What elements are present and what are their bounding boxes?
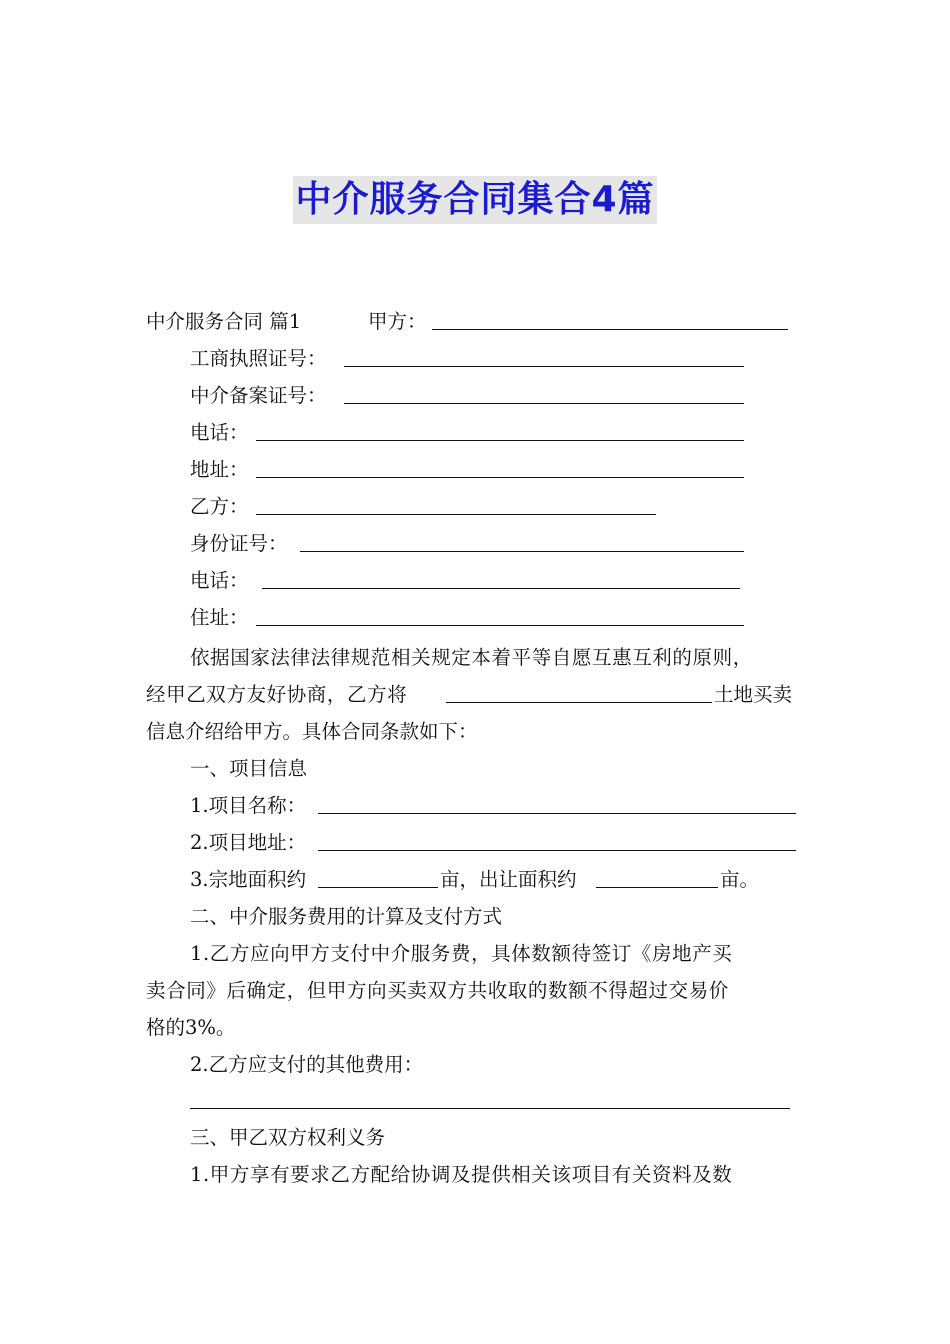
business-license-label: 工商执照证号：	[190, 347, 327, 370]
agency-record-label: 中介备案证号：	[190, 384, 327, 407]
id-number-label: 身份证号：	[190, 532, 288, 555]
transfer-area-blank[interactable]	[596, 887, 718, 888]
intro-text-1: 依据国家法律法律规范相关规定本着平等自愿互惠互利的原则，	[190, 646, 753, 669]
project-address-blank[interactable]	[318, 850, 796, 851]
fee-text-2: 卖合同》后确定，但甲方向买卖双方共收取的数额不得超过交易价	[146, 979, 729, 1002]
fee-text-1: 1.乙方应向甲方支付中介服务费，具体数额待签订《房地产买	[190, 942, 733, 965]
project-name-blank[interactable]	[318, 813, 796, 814]
section-1-label: 中介服务合同 篇1	[146, 310, 302, 333]
land-area-blank[interactable]	[318, 887, 438, 888]
intro-text-2-pre: 经甲乙双方友好协商，乙方将	[146, 683, 408, 706]
project-address-label: 2.项目地址：	[190, 831, 307, 854]
other-fees-blank[interactable]	[190, 1108, 790, 1109]
party-b-blank[interactable]	[256, 514, 656, 515]
area-label-post: 亩。	[720, 868, 760, 891]
land-info-blank[interactable]	[446, 702, 712, 703]
rights-text-1: 1.甲方享有要求乙方配给协调及提供相关该项目有关资料及数	[190, 1163, 733, 1186]
phone-a-blank[interactable]	[256, 440, 744, 441]
id-number-blank[interactable]	[300, 551, 744, 552]
heading-fees: 二、中介服务费用的计算及支付方式	[190, 905, 503, 928]
area-label-pre: 3.宗地面积约	[190, 868, 307, 891]
heading-rights: 三、甲乙双方权利义务	[190, 1126, 386, 1149]
residence-label: 住址：	[190, 606, 249, 629]
intro-text-2-post: 土地买卖	[714, 683, 793, 706]
document-title: 中介服务合同集合4篇	[293, 176, 656, 224]
phone-a-label: 电话：	[190, 421, 249, 444]
document-title-block	[0, 176, 950, 224]
address-blank[interactable]	[256, 477, 744, 478]
address-label: 地址：	[190, 458, 249, 481]
other-fees-label: 2.乙方应支付的其他费用：	[190, 1053, 424, 1076]
heading-project-info: 一、项目信息	[190, 757, 308, 780]
party-a-label: 甲方：	[368, 310, 427, 333]
residence-blank[interactable]	[256, 625, 744, 626]
fee-text-3: 格的3%。	[146, 1016, 236, 1039]
party-a-blank[interactable]	[432, 329, 788, 330]
phone-b-label: 电话：	[190, 569, 249, 592]
area-label-mid: 亩，出让面积约	[440, 868, 577, 891]
phone-b-blank[interactable]	[262, 588, 740, 589]
agency-record-blank[interactable]	[344, 403, 744, 404]
intro-text-3: 信息介绍给甲方。具体合同条款如下：	[146, 720, 478, 743]
party-b-label: 乙方：	[190, 495, 249, 518]
business-license-blank[interactable]	[344, 366, 744, 367]
project-name-label: 1.项目名称：	[190, 794, 307, 817]
